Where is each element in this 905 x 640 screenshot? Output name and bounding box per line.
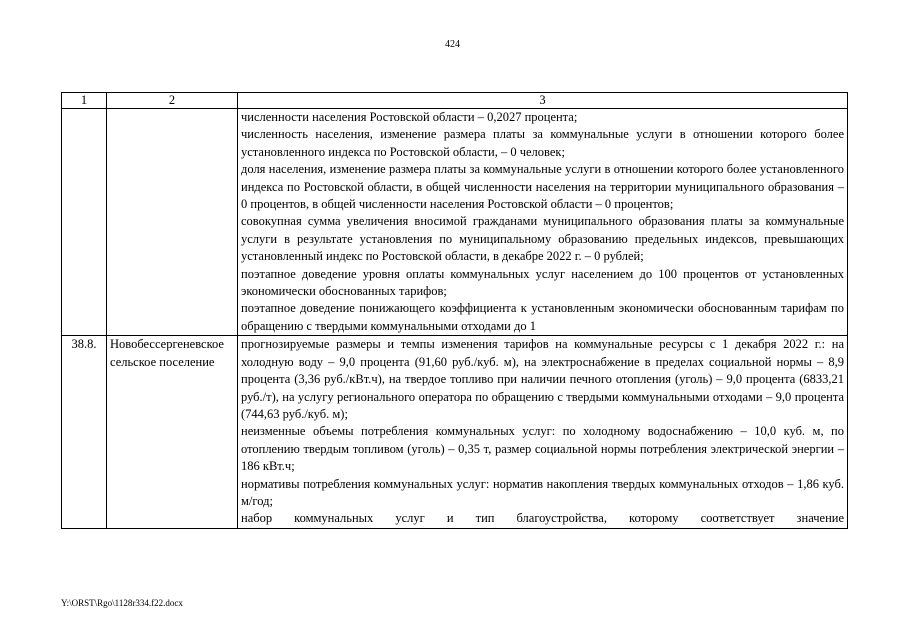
table-header-row <box>62 93 848 109</box>
file-path: Y:\ORST\Rgo\1128r334.f22.docx <box>61 598 183 608</box>
paragraph: доля населения, изменение размера платы за коммунальные услуги в отношении которого более установленного индекса по Ростовской области, в общей численности населения на территории муниципального образования – 0 процентов, в общей численности населения Ростовской области – 0 процентов; <box>241 162 844 212</box>
table-row <box>62 109 848 336</box>
paragraph: неизменные объемы потребления коммунальных услуг: по холодному водоснабжению – 10,0 куб. м, по отоплению твердым топливом (уголь) – 0,35 т, размер социальной нормы потребления электрической энергии – 186 кВт.ч; <box>241 424 844 474</box>
paragraph: набор коммунальных услуг и тип благоустройства, которому соответствует значение <box>241 511 844 526</box>
table-row <box>62 336 848 528</box>
paragraph: нормативы потребления коммунальных услуг: норматив накопления твердых коммунальных отходов – 1,86 куб. м/год; <box>241 476 844 508</box>
row-content <box>238 336 848 528</box>
paragraph: численность населения, изменение размера платы за коммунальные услуги в отношении которого более установленного индекса по Ростовской области, – 0 человек; <box>241 127 844 159</box>
settlement-name: Новобессергеневское сельское поселение <box>107 336 238 528</box>
settlement-name <box>107 109 238 336</box>
paragraph: прогнозируемые размеры и темпы изменения тарифов на коммунальные ресурсы с 1 декабря 2022 г.: на холодную воду – 9,0 процента (91,60 руб./куб. м), на электроснабжение в пределах социальной нормы – 8,9 процента (3,36 руб./кВт.ч), на твердое топливо при наличии печного отопления (уголь) – 9,0 процента (6833,21 руб./т), на услугу регионального оператора по обращению с твердыми коммунальными отходами – 9,0 процента (744,63 руб./куб. м); <box>241 337 844 421</box>
row-content <box>238 109 848 336</box>
row-number <box>62 109 107 336</box>
header-col-1: 1 <box>62 93 107 109</box>
paragraph: совокупная сумма увеличения вносимой гражданами муниципального образования платы за коммунальные услуги в результате установления по муниципальному образованию предельных индексов, превышающих установленный индекс по Ростовской области, в декабре 2022 г. – 0 рублей; <box>241 214 844 264</box>
page-number: 424 <box>445 39 460 50</box>
paragraph: поэтапное доведение понижающего коэффициента к установленным экономически обоснованным тарифам по обращению с твердыми коммунальными отходами до 1 <box>241 301 844 333</box>
paragraph: поэтапное доведение уровня оплаты коммунальных услуг населением до 100 процентов от установленных экономически обоснованных тарифов; <box>241 266 844 299</box>
data-table <box>61 92 848 529</box>
row-number: 38.8. <box>62 336 107 528</box>
header-col-3: 3 <box>238 93 848 109</box>
paragraph: численности населения Ростовской области – 0,2027 процента; <box>241 110 578 124</box>
header-col-2: 2 <box>107 93 238 109</box>
